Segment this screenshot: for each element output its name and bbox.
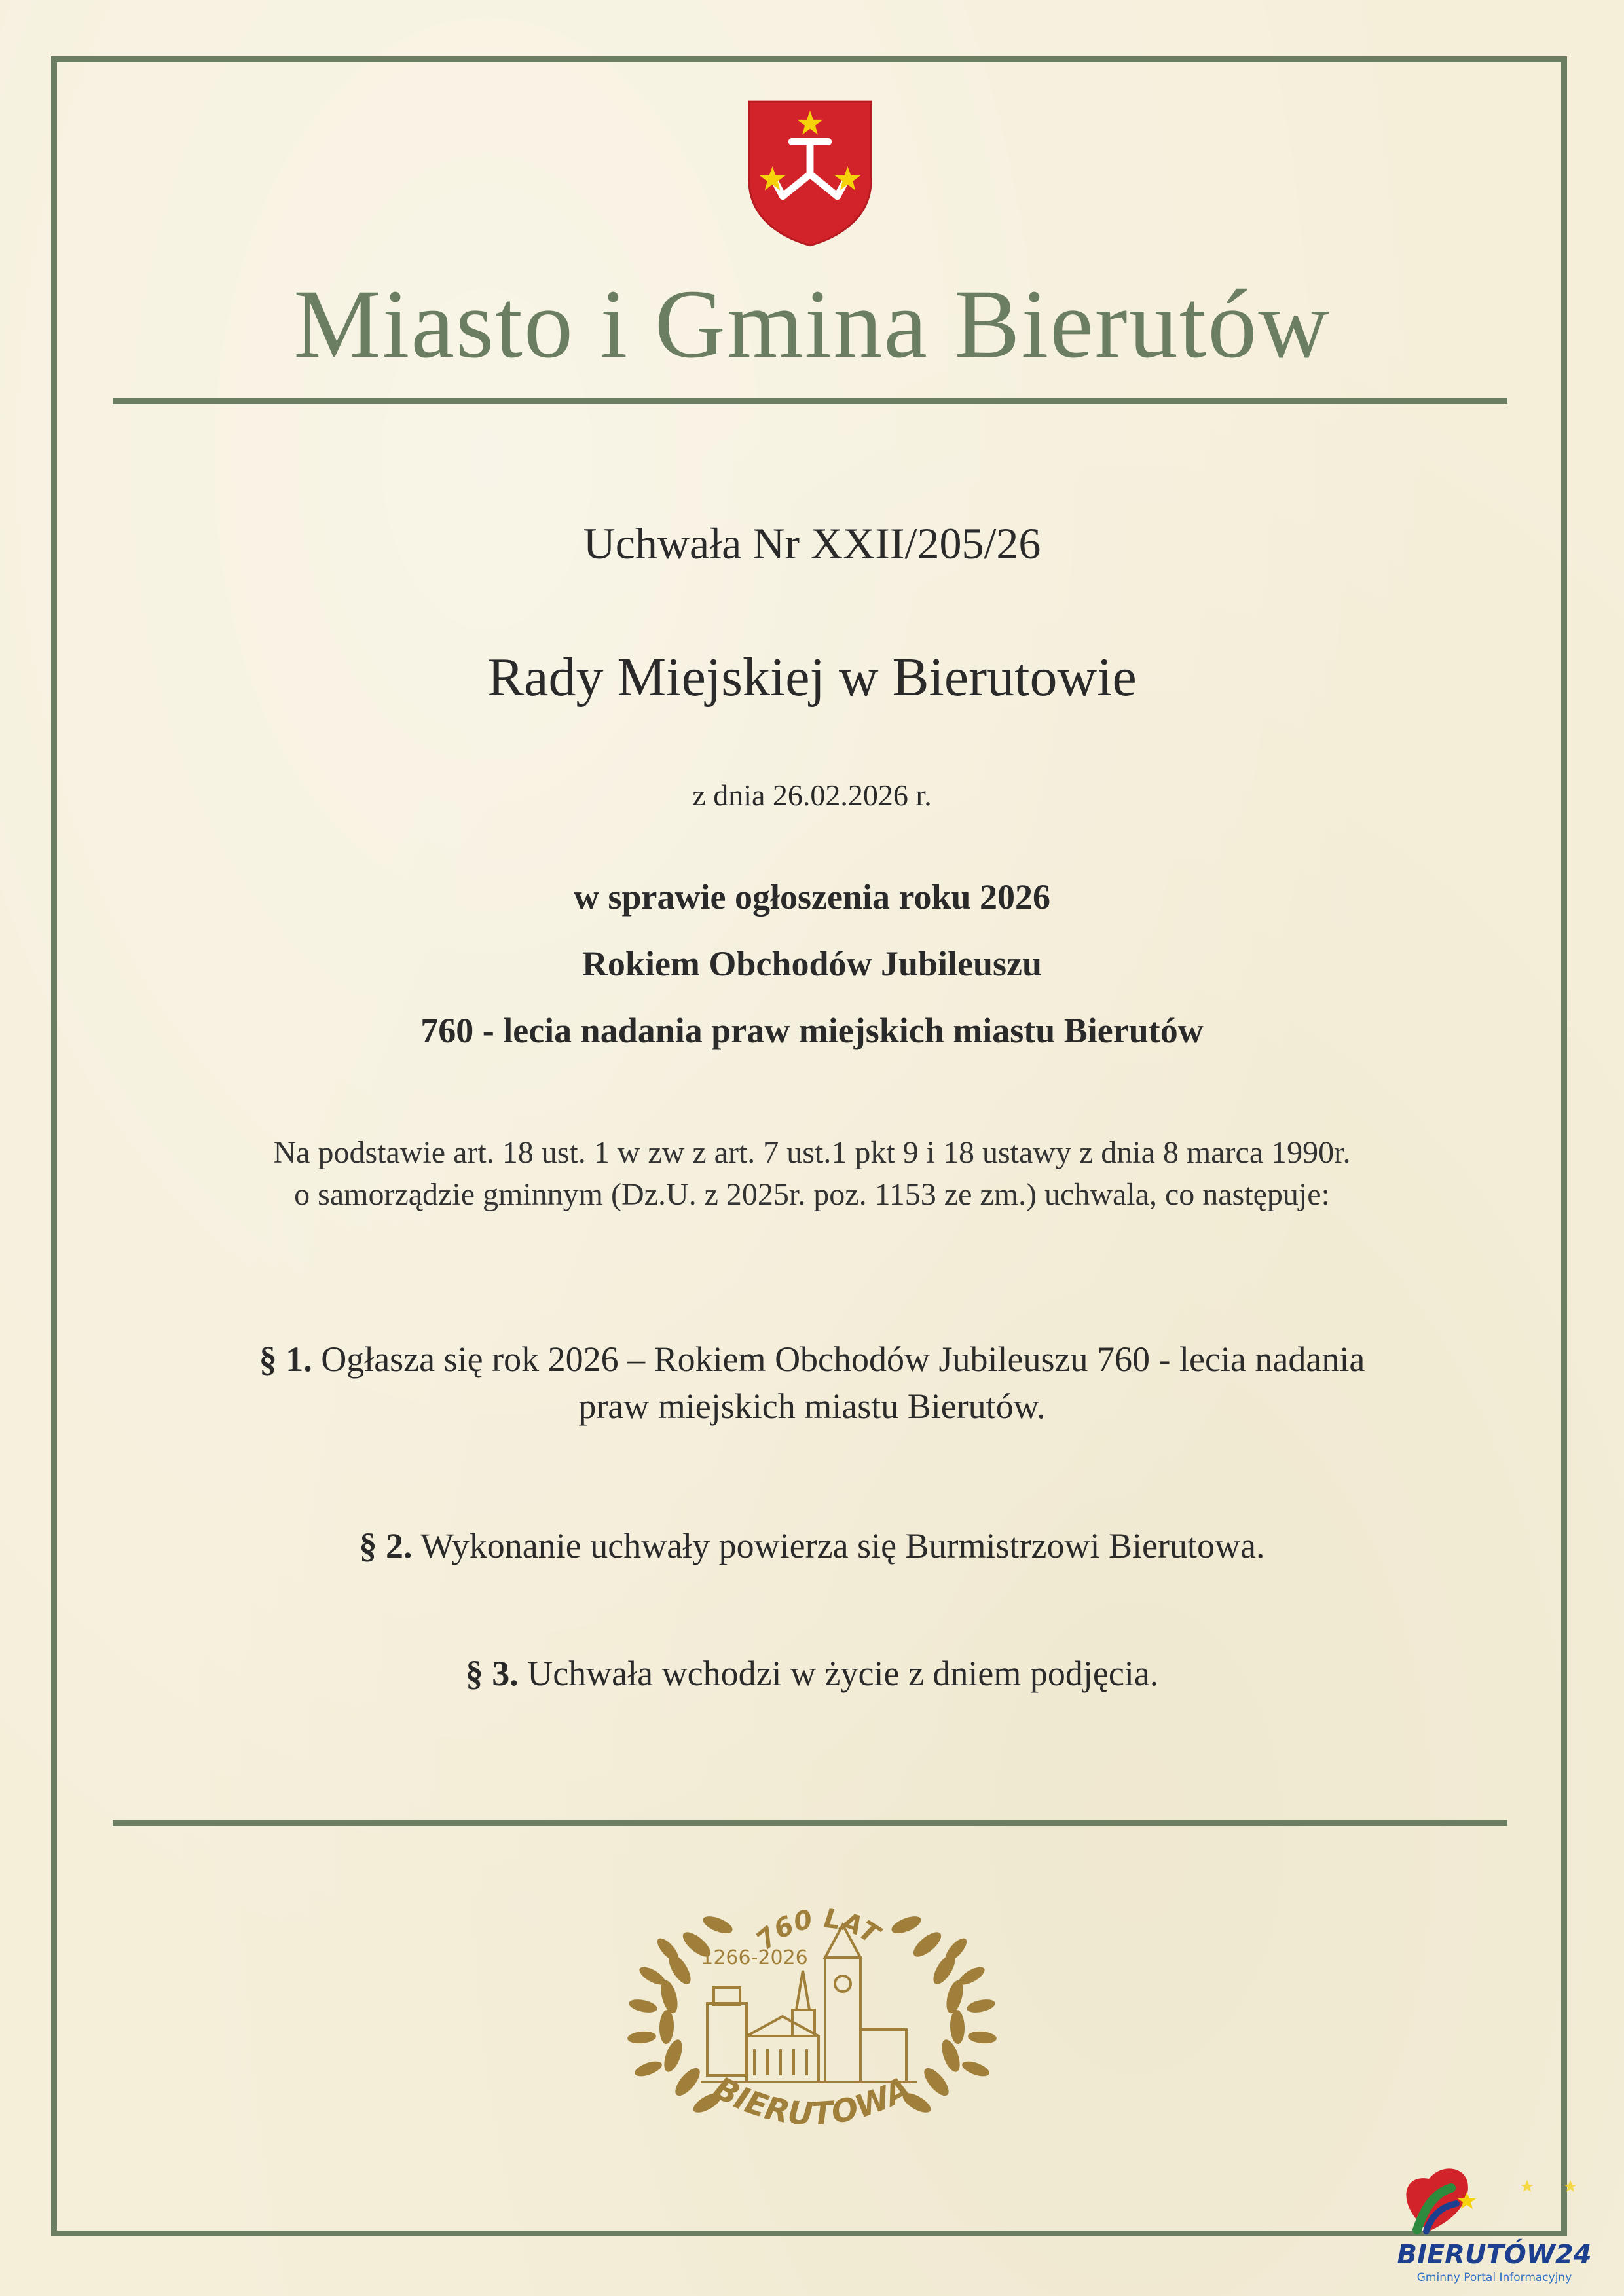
divider-bottom bbox=[113, 1820, 1507, 1826]
portal-logo-icon bbox=[1383, 2154, 1606, 2240]
paragraph-text: Uchwała wchodzi w życie z dniem podjęcia. bbox=[518, 1654, 1159, 1693]
portal-name: BIERUTÓW24 bbox=[1397, 2240, 1592, 2270]
paragraph-text: Ogłasza się rok 2026 – Rokiem Obchodów Jubileuszu 760 - lecia nadania bbox=[312, 1339, 1365, 1379]
jubilee-emblem-icon bbox=[602, 1872, 1022, 2160]
paragraph-marker: § 1. bbox=[259, 1339, 312, 1379]
resolution-number: Uchwała Nr XXII/205/26 bbox=[583, 519, 1041, 568]
paragraph-1-continuation: praw miejskich miastu Bierutów. bbox=[578, 1387, 1046, 1426]
paragraph-2 bbox=[0, 1522, 1624, 1569]
coat-of-arms-icon bbox=[745, 97, 875, 249]
paragraph-text: Wykonanie uchwały powierza się Burmistrzowi Bierutowa. bbox=[412, 1526, 1265, 1565]
divider-top bbox=[113, 398, 1507, 404]
paragraph-1 bbox=[0, 1336, 1624, 1383]
portal-tagline: Gminny Portal Informacyjny bbox=[1416, 2271, 1572, 2284]
emblem-bottom-text: BIERUTOWA bbox=[707, 2069, 917, 2133]
paragraph-marker: § 3. bbox=[465, 1654, 519, 1693]
emblem-top-text: 760 LAT bbox=[750, 1903, 885, 1956]
council-name: Rady Miejskiej w Bierutowie bbox=[487, 647, 1137, 708]
legal-basis-line: o samorządzie gminnym (Dz.U. z 2025r. poz. 1153 ze zm.) uchwala, co następuje: bbox=[294, 1177, 1330, 1212]
subject-line: w sprawie ogłoszenia roku 2026 bbox=[573, 877, 1051, 917]
subject-line: Rokiem Obchodów Jubileuszu bbox=[581, 944, 1043, 983]
portal-logo[interactable] bbox=[1383, 2154, 1606, 2295]
legal-basis-line: Na podstawie art. 18 ust. 1 w zw z art. 7 ust.1 pkt 9 i 18 ustawy z dnia 8 marca 1990r. bbox=[273, 1135, 1351, 1170]
paragraph-marker: § 2. bbox=[359, 1526, 413, 1565]
resolution-date: z dnia 26.02.2026 r. bbox=[692, 778, 932, 812]
emblem-years: 1266-2026 bbox=[701, 1946, 808, 1969]
subject-line: 760 - lecia nadania praw miejskich miastu Bierutów bbox=[420, 1011, 1204, 1050]
page-title: Miasto i Gmina Bierutów bbox=[293, 270, 1331, 378]
paragraph-3 bbox=[0, 1650, 1624, 1697]
